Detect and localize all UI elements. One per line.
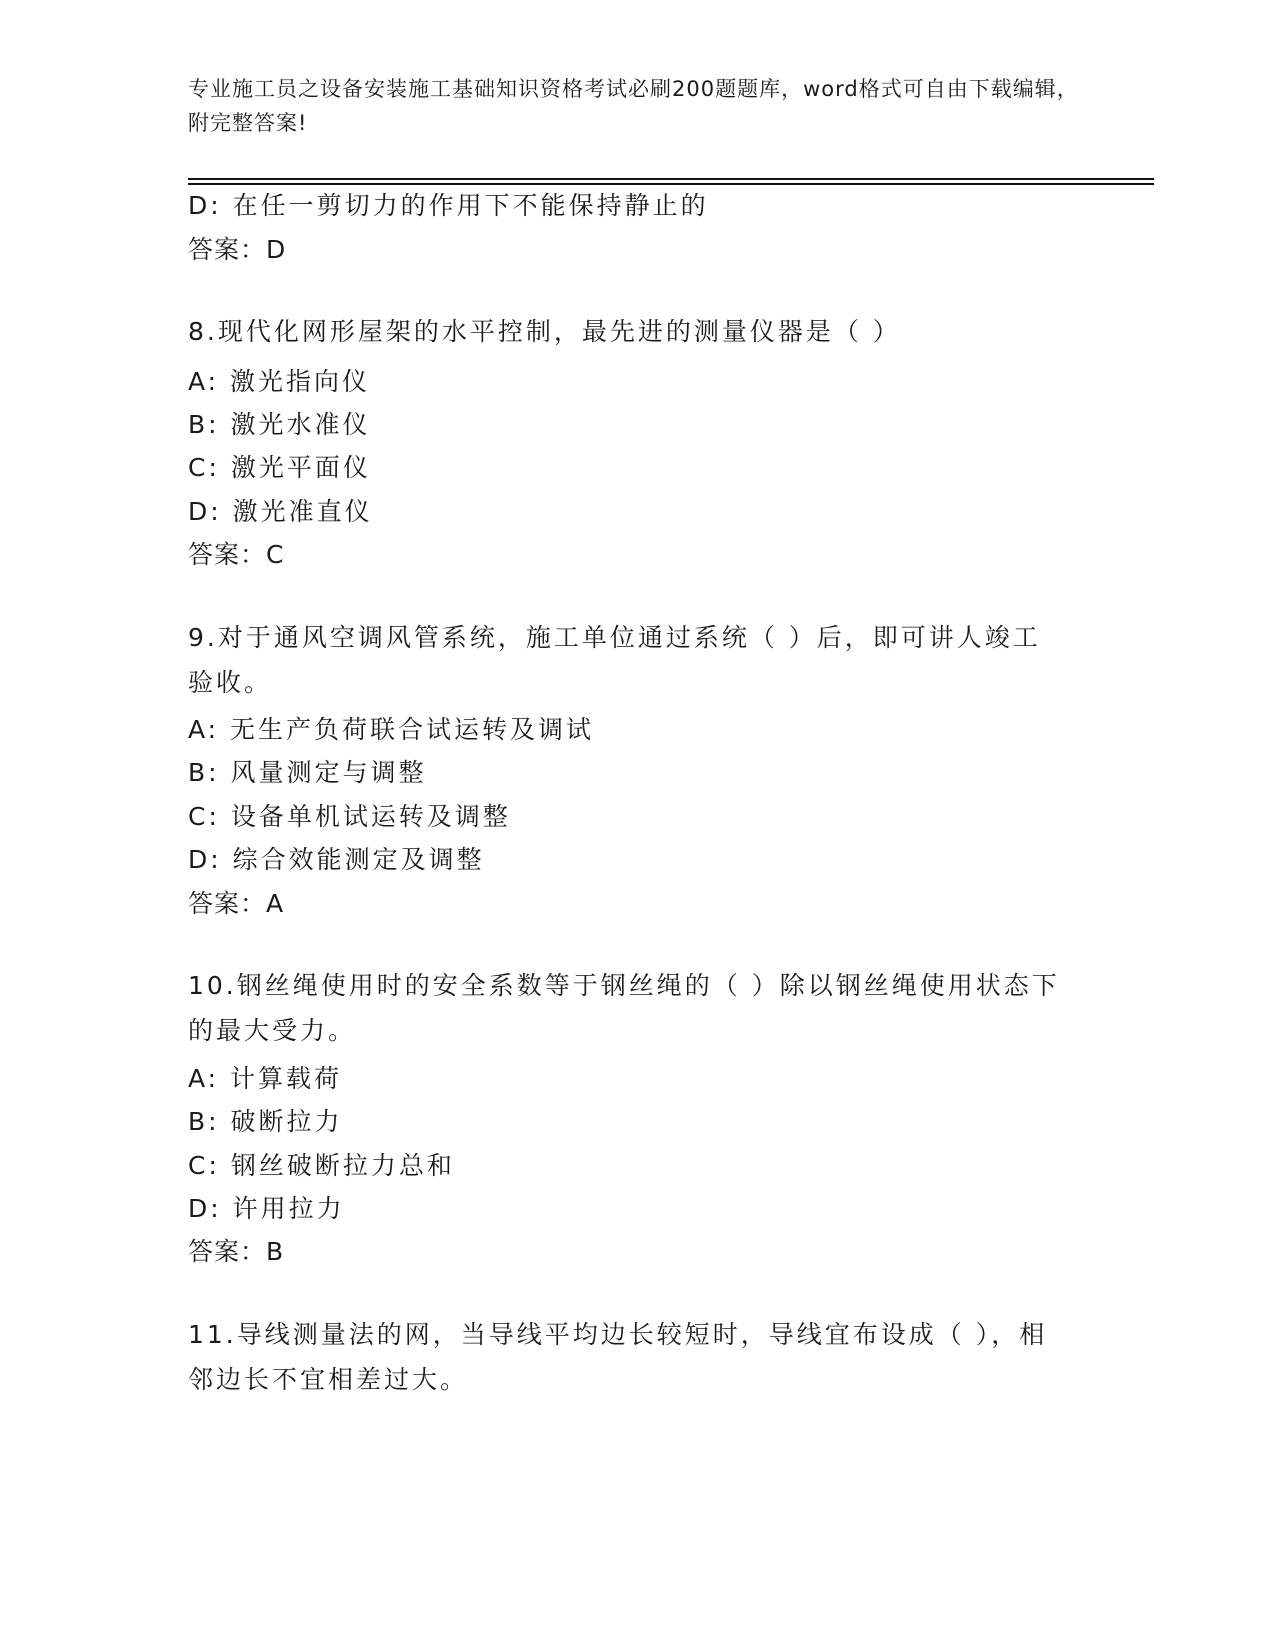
question-10-option-c: C: 钢丝破断拉力总和 (188, 1151, 455, 1180)
question-8-option-b: B: 激光水准仪 (188, 410, 371, 439)
question-8-text: 8.现代化网形屋架的水平控制，最先进的测量仪器是（ ） (188, 317, 901, 346)
question-10-option-a: A: 计算载荷 (188, 1064, 343, 1093)
question-10-answer: 答案：B (188, 1237, 285, 1266)
prev-option-d: D: 在任一剪切力的作用下不能保持静止的 (188, 191, 709, 220)
question-9-text: 9.对于通风空调风管系统，施工单位通过系统（ ）后，即可讲人竣工验收。 (188, 623, 1041, 697)
question-11-text: 11.导线测量法的网，当导线平均边长较短时，导线宜布设成（ ），相邻边长不宜相差过大。 (188, 1320, 1048, 1394)
question-8-option-a: A: 激光指向仪 (188, 367, 371, 396)
question-8-option-c: C: 激光平面仪 (188, 453, 371, 482)
question-10-option-d: D: 许用拉力 (188, 1194, 345, 1223)
question-10-text: 10.钢丝绳使用时的安全系数等于钢丝绳的（ ）除以钢丝绳使用状态下的最大受力。 (188, 971, 1060, 1045)
question-9-option-d: D: 综合效能测定及调整 (188, 845, 485, 874)
question-8-answer: 答案：C (188, 540, 285, 569)
question-10-option-b: B: 破断拉力 (188, 1107, 343, 1136)
question-9-option-c: C: 设备单机试运转及调整 (188, 802, 511, 831)
question-9-option-b: B: 风量测定与调整 (188, 758, 427, 787)
header-divider-top (188, 178, 1154, 180)
document-header: 专业施工员之设备安装施工基础知识资格考试必刷200题题库，word格式可自由下载编辑，附完整答案! (188, 77, 1079, 135)
question-9-answer: 答案：A (188, 889, 285, 918)
question-9-option-a: A: 无生产负荷联合试运转及调试 (188, 715, 595, 744)
question-8-option-d: D: 激光准直仪 (188, 497, 373, 526)
prev-answer: 答案：D (188, 235, 287, 264)
header-divider-bottom (188, 183, 1154, 185)
